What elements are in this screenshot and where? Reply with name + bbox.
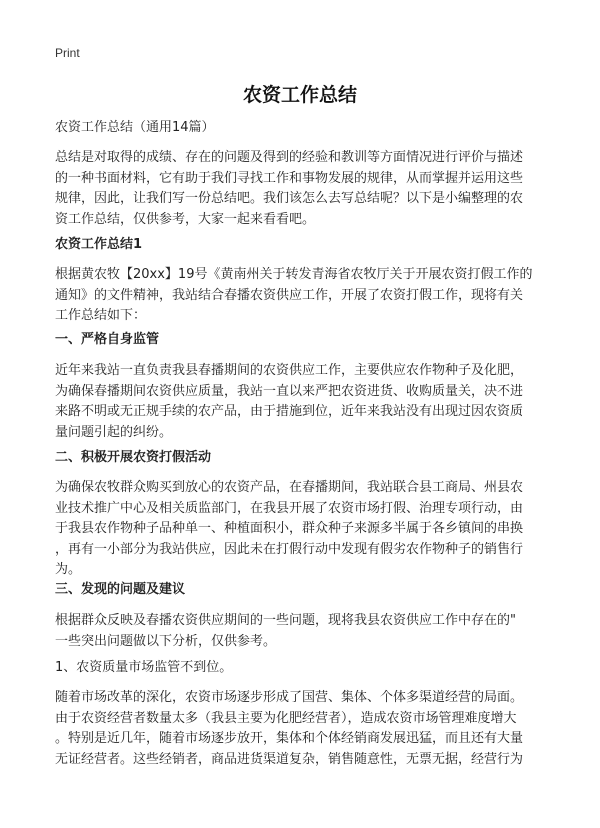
paragraph-market-reform — [55, 688, 550, 770]
intro-paragraph — [55, 148, 550, 230]
paragraph-line: 由于农资经营者数量太多（我县主要为化肥经营者），造成农资市场管理难度增大 — [55, 710, 517, 726]
section1-line: 根据黄农牧【20xx】19号《黄南州关于转发青海省农牧厅关于开展农资打假工作的 — [55, 267, 533, 282]
paragraph-line: 于我县农作物种子品种单一、种植面积小，群众种子来源多半属于各乡镇间的串换 — [55, 521, 524, 536]
paragraph-line: 为确保春播期间农资供应质量，我站一直以来严把农资进货、收购质量关，决不进 — [55, 383, 524, 399]
paragraph-line: 近年来我站一直负责我县春播期间的农资供应工作，主要供应农作物种子及化肥， — [55, 363, 524, 378]
intro-line: 总结是对取得的成绩、存在的问题及得到的经验和教训等方面情况进行评价与描述 — [55, 150, 524, 165]
paragraph-problems — [55, 611, 550, 652]
intro-line: 规律，因此，让我们写一份总结吧。我们该怎么去写总结呢？以下是小编整理的农 — [55, 191, 524, 206]
document-subtitle: 农资工作总结（通用14篇） — [55, 120, 215, 135]
print-link[interactable]: Print — [55, 46, 80, 60]
paragraph-line: 。特别是近几年，随着市场逐步放开，集体和个体经销商发展迅猛，而且还有大量 — [55, 731, 524, 746]
paragraph-line: 一些突出问题做以下分析，仅供参考。 — [55, 633, 277, 649]
document-title: 农资工作总结 — [242, 84, 357, 106]
paragraph-line: 量问题引起的纠纷。 — [55, 424, 173, 440]
intro-line: 资工作总结，仅供参考，大家一起来看看吧。 — [55, 211, 316, 227]
heading-anti-counterfeit: 二、积极开展农资打假活动 — [55, 450, 212, 465]
paragraph-line: 来路不明或无正规手续的农产品，由于措施到位，近年来我站没有出现过因农资质 — [55, 404, 524, 419]
paragraph-line: 无证经营者。这些经销者，商品进货渠道复杂，销售随意性，无票无据，经营行为 — [55, 751, 524, 767]
list-item-quality-supervision: 1、农资质量市场监管不到位。 — [55, 660, 233, 675]
section1-heading: 农资工作总结1 — [55, 237, 143, 252]
intro-line: 的一种书面材料，它有助于我们寻找工作和事物发展的规律，从而掌握并运用这些 — [55, 170, 524, 186]
heading-strict-supervision: 一、严格自身监管 — [55, 332, 160, 347]
paragraph-line: 为确保农牧群众购买到放心的农资产品，在春播期间，我站联合县工商局、州县农 — [55, 480, 524, 495]
section1-paragraph — [55, 265, 550, 327]
paragraph-line: ，再有一小部分为我站供应，因此未在打假行动中发现有假劣农作物种子的销售行 — [55, 541, 524, 557]
paragraph-line: 业技术推广中心及相关质监部门，在我县开展了农资市场打假、治理专项行动，由 — [55, 500, 524, 516]
paragraph-line: 为。 — [55, 562, 82, 577]
heading-problems: 三、发现的问题及建议 — [55, 582, 186, 597]
paragraph-anti-counterfeit — [55, 478, 550, 581]
paragraph-strict-supervision — [55, 361, 550, 443]
section1-line: 通知》的文件精神，我站结合春播农资供应工作，开展了农资打假工作，现将有关 — [55, 287, 524, 303]
paragraph-line: 随着市场改革的深化，农资市场逐步形成了国营、集体、个体多渠道经营的局面。 — [55, 690, 524, 705]
paragraph-line: 根据群众反映及春播农资供应期间的一些问题，现将我县农资供应工作中存在的" — [55, 613, 516, 628]
section1-line: 工作总结如下： — [55, 308, 147, 323]
